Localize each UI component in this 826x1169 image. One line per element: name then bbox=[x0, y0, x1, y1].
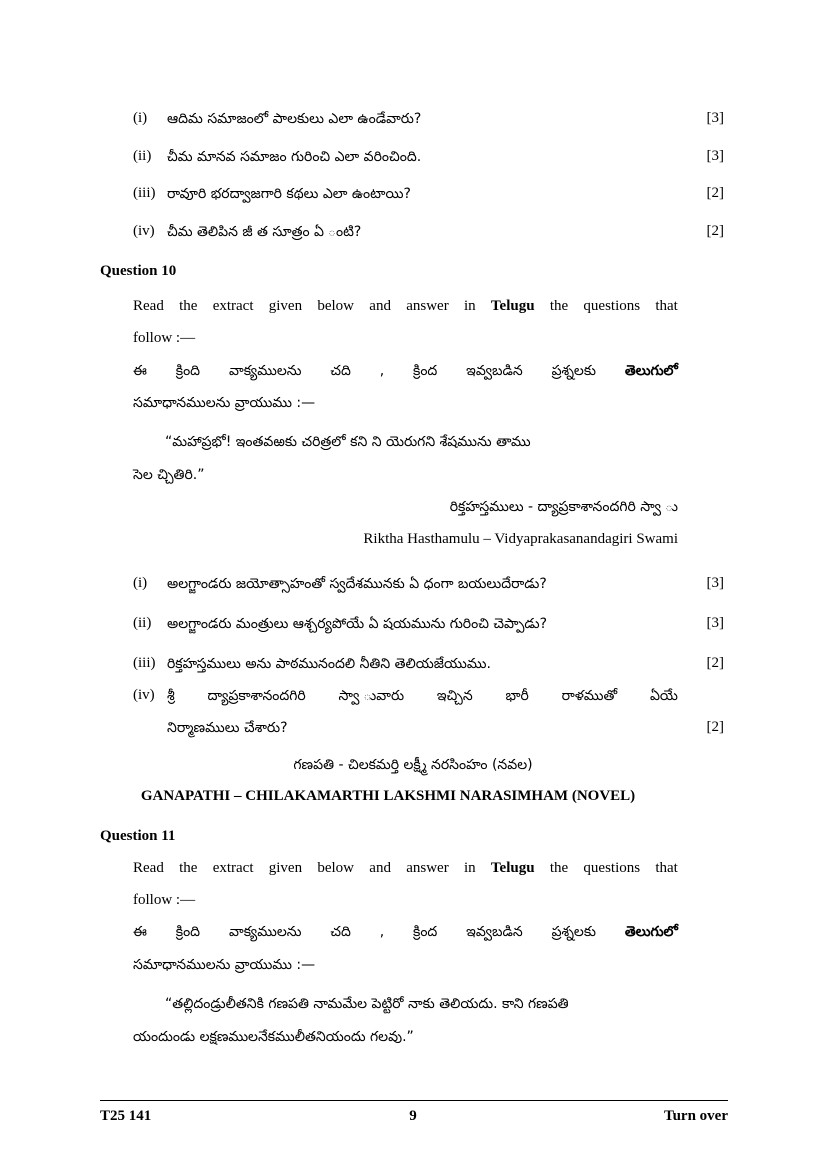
instruction-word: extract bbox=[212, 298, 254, 314]
instruction-word: answer bbox=[406, 860, 449, 876]
q10-sub-ii-marks: [3] bbox=[706, 615, 724, 631]
instruction-word: extract bbox=[212, 860, 254, 876]
q10-sub-ii-number: (ii) bbox=[133, 615, 152, 631]
q10-instruction-line1 bbox=[133, 298, 678, 315]
instruction-word: questions bbox=[583, 298, 641, 314]
q9-sub-iii-marks: [2] bbox=[706, 185, 724, 201]
q11-telugu-instruction-line1 bbox=[133, 924, 678, 943]
q9-sub-ii-text: చీమ మానవ సమాజం గురించి ఎలా వరించింది. bbox=[167, 149, 422, 165]
te-word: వాక్యములను bbox=[228, 924, 302, 940]
te-word: ఈ bbox=[133, 924, 147, 940]
q11-instruction-line1 bbox=[133, 860, 678, 877]
q9-sub-ii-marks: [3] bbox=[706, 148, 724, 164]
instruction-word: below bbox=[317, 860, 355, 876]
instruction-word: answer bbox=[406, 298, 449, 314]
instruction-word: questions bbox=[583, 860, 641, 876]
q9-sub-ii-number: (ii) bbox=[133, 148, 152, 164]
te-word: రాళముతో bbox=[561, 688, 618, 704]
te-word: క్రింద bbox=[413, 363, 438, 379]
te-word: శ్రీ bbox=[167, 688, 175, 704]
te-word: ఇవ్వబడిన bbox=[466, 363, 523, 379]
instruction-word: that bbox=[655, 298, 678, 314]
te-word: ప్రశ్నలకు bbox=[551, 924, 597, 940]
instruction-word: and bbox=[369, 298, 391, 314]
te-word: ఇవ్వబడిన bbox=[466, 924, 523, 940]
instruction-word: and bbox=[369, 860, 391, 876]
te-word: క్రింది bbox=[175, 363, 201, 379]
instruction-word: that bbox=[655, 860, 678, 876]
te-word: భారీ bbox=[505, 688, 529, 704]
instruction-word: in bbox=[463, 860, 476, 876]
q11-instruction-line2: follow :— bbox=[133, 892, 196, 908]
q10-instruction-line2: follow :— bbox=[133, 330, 196, 346]
instruction-word: in bbox=[463, 298, 476, 314]
instruction-word: given bbox=[268, 860, 303, 876]
q10-quote-line2: సెల చ్చితిరి.” bbox=[133, 467, 205, 483]
footer-turn-over: Turn over bbox=[663, 1108, 728, 1124]
q10-sub-iv-marks: [2] bbox=[706, 719, 724, 735]
te-word-telugu: తెలుగులో bbox=[624, 363, 678, 379]
instruction-word: Read bbox=[133, 298, 164, 314]
q11-quote-line1: “తల్లిదండ్రులీతనికి గణపతి నామమేల పెట్టిరో నాకు తెలియదు. కాని గణపతి bbox=[165, 996, 569, 1012]
te-word: ఏయే bbox=[649, 688, 678, 704]
q10-sub-iii-text: రిక్తహస్తములు అను పాఠమునందలి నీతిని తెలియజేయుము. bbox=[167, 656, 491, 672]
novel-title-english: GANAPATHI – CHILAKAMARTHI LAKSHMI NARASIMHAM (NOVEL) bbox=[140, 788, 636, 804]
te-word: ఇచ్చిన bbox=[436, 688, 473, 704]
te-word: , bbox=[379, 363, 385, 379]
q10-sub-iv-line2: నిర్మాణములు చేశారు? bbox=[167, 720, 288, 736]
footer-rule bbox=[100, 1100, 728, 1101]
te-word: చది bbox=[330, 924, 351, 940]
footer-page-number: 9 bbox=[409, 1108, 417, 1124]
instruction-word: Read bbox=[133, 860, 164, 876]
q10-quote-line1: “మహాప్రభో! ఇంతవఱకు చరిత్రలో కని ని యెరుగని శేషమును తాము bbox=[165, 434, 531, 450]
instruction-word: given bbox=[268, 298, 303, 314]
q10-sub-ii-text: అలగ్జాండరు మంత్రులు ఆశ్చర్యపోయే ఏ షయమును గురించి చెప్పాడు? bbox=[167, 616, 548, 632]
te-word: ఈ bbox=[133, 363, 147, 379]
q10-sub-iii-marks: [2] bbox=[706, 655, 724, 671]
q10-telugu-instruction-line2: సమాధానములను వ్రాయుము :— bbox=[133, 395, 316, 411]
q10-telugu-instruction-line1 bbox=[133, 363, 678, 382]
q9-sub-iv-text: చీమ తెలిపిన జీ త సూత్రం ఏ ంటి? bbox=[167, 224, 362, 240]
q11-telugu-instruction-line2: సమాధానములను వ్రాయుము :— bbox=[133, 957, 316, 973]
instruction-word: below bbox=[317, 298, 355, 314]
instruction-word-telugu: Telugu bbox=[490, 298, 535, 314]
q10-sub-iii-number: (iii) bbox=[133, 655, 156, 671]
instruction-word: the bbox=[549, 298, 569, 314]
q9-sub-i-marks: [3] bbox=[706, 110, 724, 126]
te-word: క్రింద bbox=[413, 924, 438, 940]
q9-sub-iii-number: (iii) bbox=[133, 185, 156, 201]
q10-sub-i-text: అలగ్జాండరు జయోత్సాహంతో స్వదేశమునకు ఏ ధంగా బయలుదేరాడు? bbox=[167, 576, 547, 592]
q10-sub-iv-line1 bbox=[167, 688, 678, 707]
q9-sub-iv-marks: [2] bbox=[706, 223, 724, 239]
instruction-word: the bbox=[179, 298, 198, 314]
question-11-heading: Question 11 bbox=[100, 828, 176, 844]
te-word: ప్రశ్నలకు bbox=[551, 363, 597, 379]
te-word: ద్యాప్రకాశానందగిరి bbox=[207, 688, 306, 704]
q11-quote-line2: యందుండు లక్షణములనేకములీతనియందు గలవు.” bbox=[133, 1029, 414, 1045]
q10-sub-iv-number: (iv) bbox=[133, 687, 155, 703]
q9-sub-iii-text: రావూరి భరద్వాజగారి కథలు ఎలా ఉంటాయి? bbox=[167, 186, 411, 202]
question-10-heading: Question 10 bbox=[100, 263, 177, 279]
q10-sub-i-number: (i) bbox=[133, 575, 148, 591]
te-word: వాక్యములను bbox=[228, 363, 302, 379]
q10-source-telugu: రిక్తహస్తములు - ద్యాప్రకాశానందగిరి స్వా ు bbox=[449, 499, 678, 515]
te-word: స్వా ువారు bbox=[338, 688, 405, 704]
q10-source-english: Riktha Hasthamulu – Vidyaprakasanandagiri Swami bbox=[363, 531, 678, 547]
instruction-word-telugu: Telugu bbox=[490, 860, 535, 876]
te-word: క్రింది bbox=[175, 924, 201, 940]
q10-sub-i-marks: [3] bbox=[706, 575, 724, 591]
instruction-word: the bbox=[179, 860, 198, 876]
novel-title-telugu: గణపతి - చిలకమర్తి లక్ష్మీ నరసింహం (నవల) bbox=[293, 757, 533, 773]
q9-sub-i-text: ఆదిమ సమాజంలో పాలకులు ఎలా ఉండేవారు? bbox=[167, 111, 422, 127]
footer-paper-code: T25 141 bbox=[100, 1108, 152, 1124]
te-word-telugu: తెలుగులో bbox=[624, 924, 678, 940]
instruction-word: the bbox=[549, 860, 569, 876]
te-word: చది bbox=[330, 363, 351, 379]
q9-sub-i-number: (i) bbox=[133, 110, 148, 126]
te-word: , bbox=[379, 924, 385, 940]
q9-sub-iv-number: (iv) bbox=[133, 223, 155, 239]
